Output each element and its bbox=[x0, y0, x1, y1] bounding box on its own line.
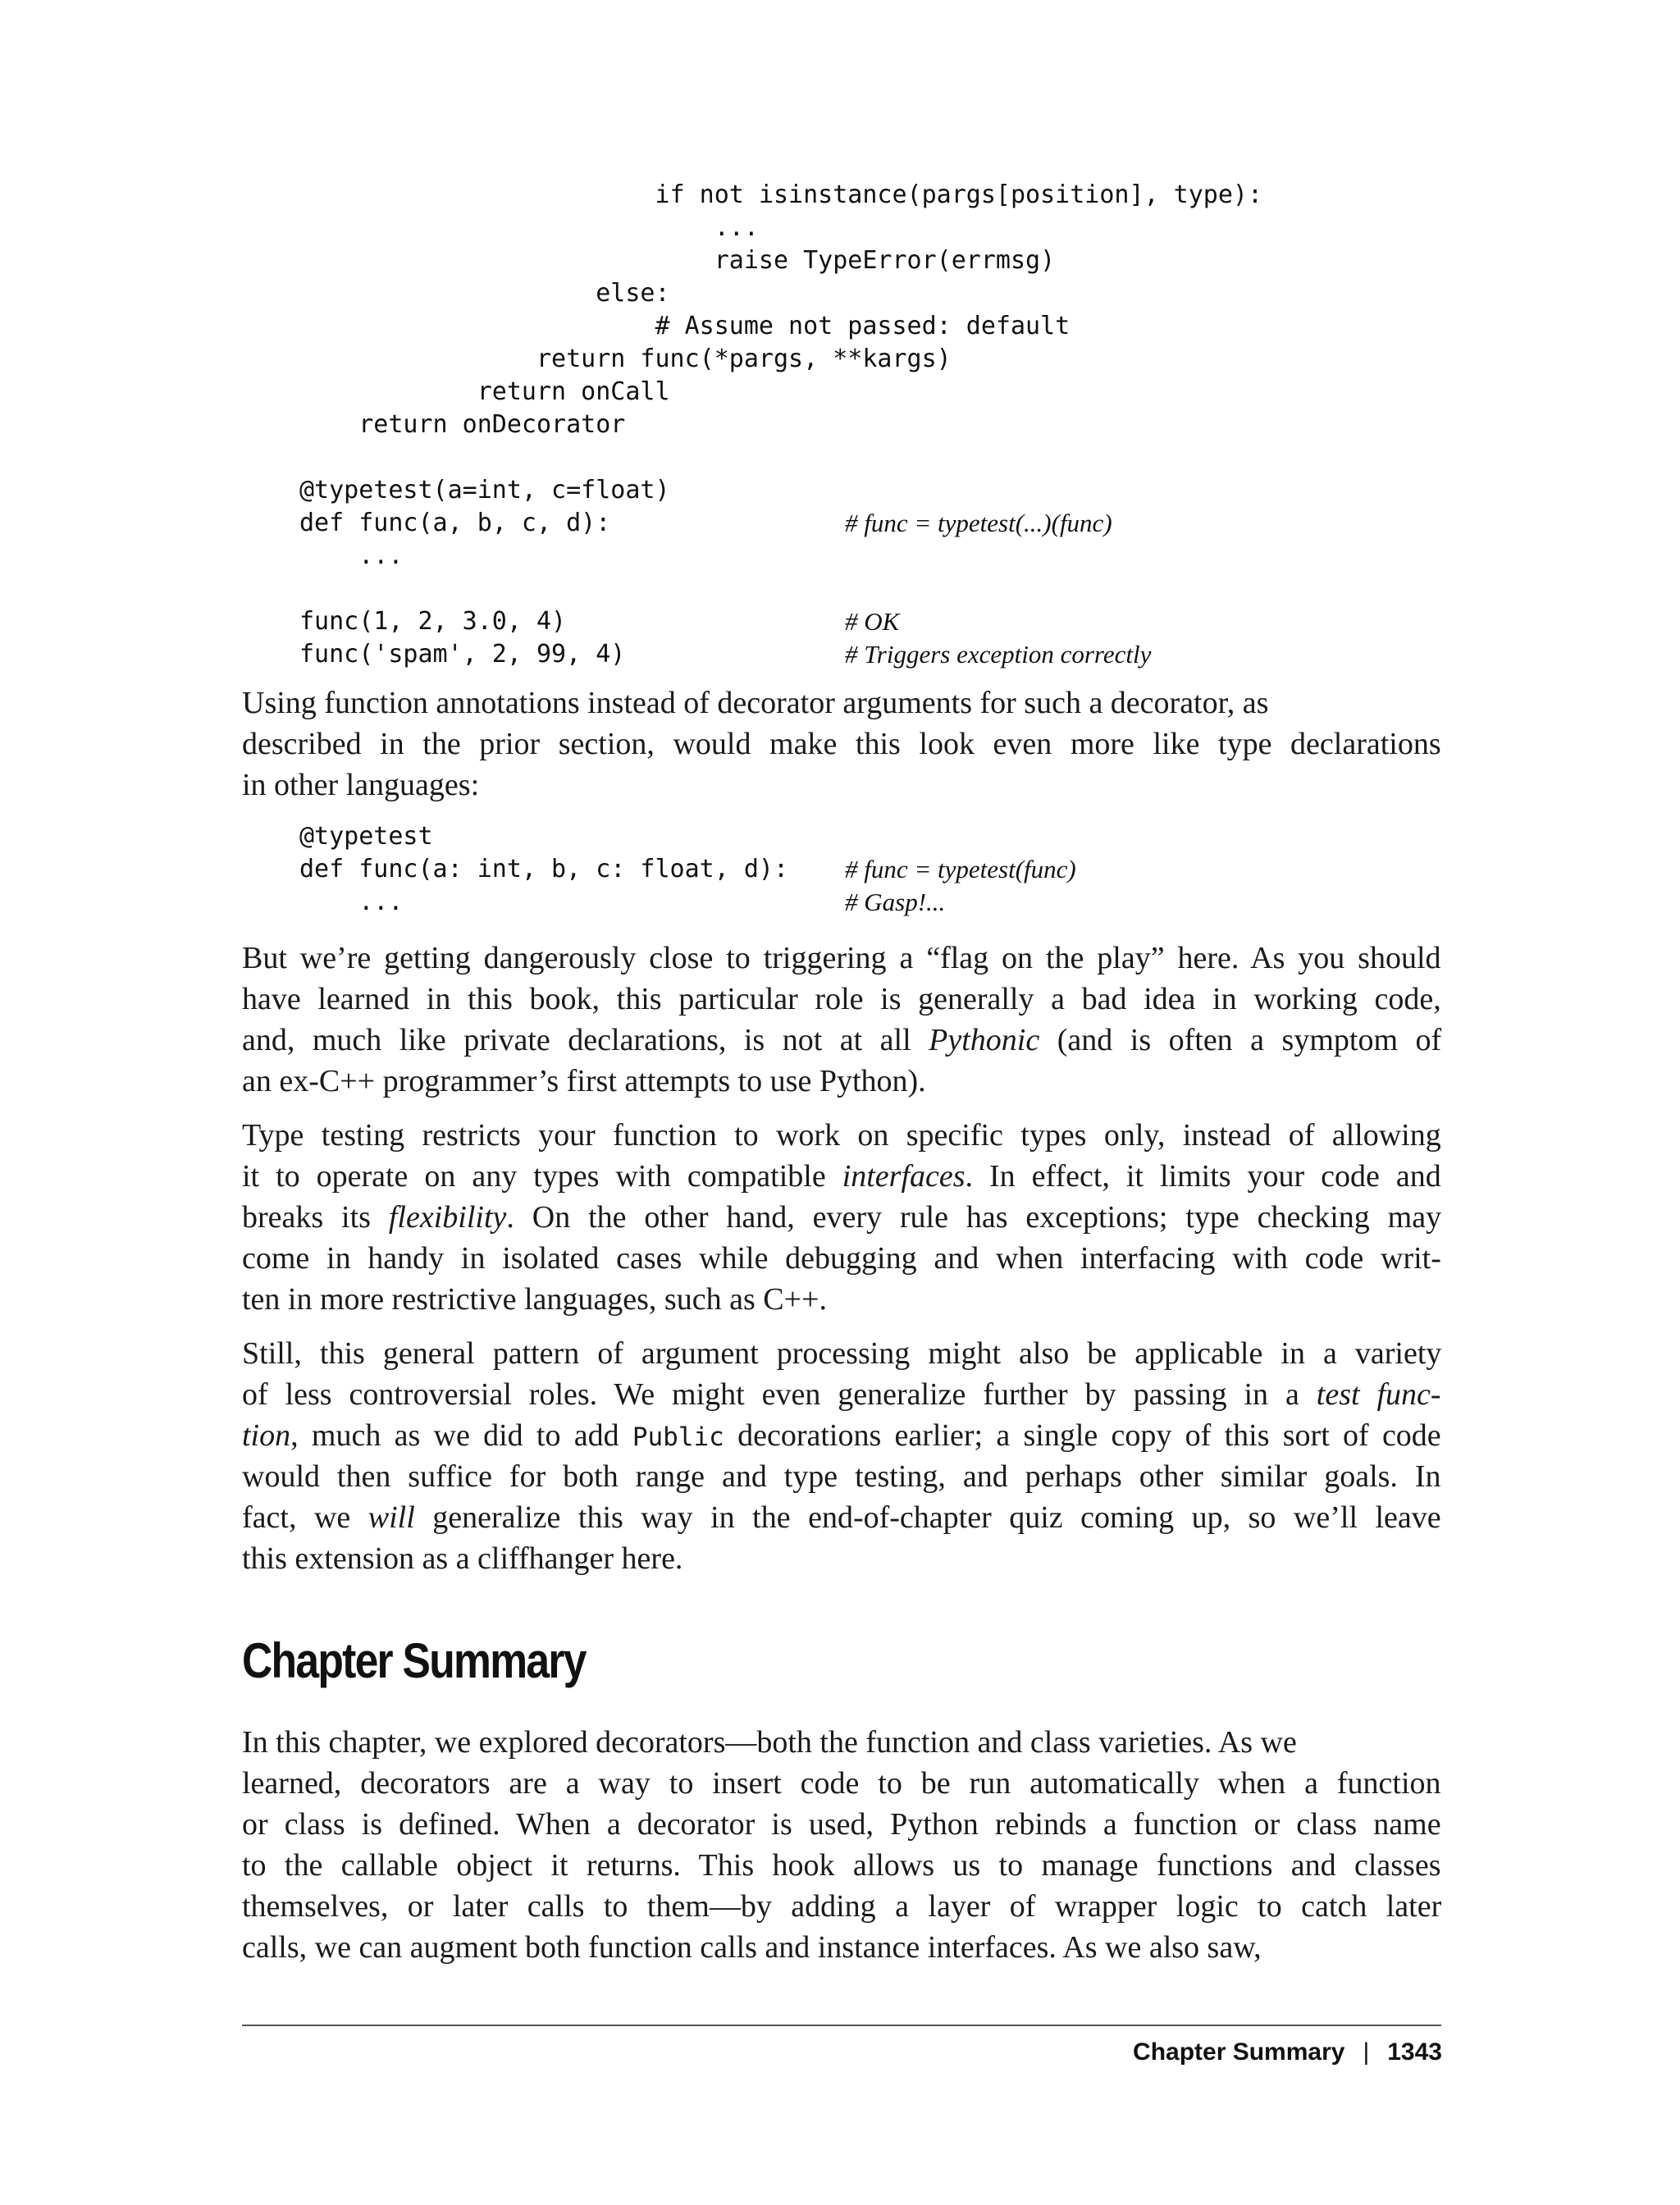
code-text: ... bbox=[299, 888, 404, 916]
code-line bbox=[299, 409, 1262, 441]
code-text: else: bbox=[299, 279, 670, 308]
text-line: have learned in this book, this particular role is generally a bad idea in working code, bbox=[242, 982, 1441, 1016]
code-text: def func(a, b, c, d): bbox=[299, 509, 611, 537]
code-text: raise TypeError(errmsg) bbox=[299, 246, 1056, 275]
code-comment: # Gasp!... bbox=[845, 888, 946, 916]
code-line bbox=[299, 820, 788, 853]
code-comment: # OK bbox=[845, 607, 900, 636]
text-line: learned, decorators are a way to insert code to be run automatically when a function bbox=[242, 1766, 1441, 1801]
paragraph-type-testing bbox=[242, 1115, 1441, 1320]
text-line bbox=[242, 1156, 1441, 1197]
code-line bbox=[299, 573, 1262, 605]
code-comment: # Triggers exception correctly bbox=[845, 640, 1152, 669]
footer-rule bbox=[242, 2025, 1441, 2026]
text-line bbox=[242, 1497, 1441, 1538]
text-line: Using function annotations instead of decorator arguments for such a decorator, as bbox=[242, 686, 1269, 720]
page-footer bbox=[1133, 2038, 1442, 2066]
text-line: ten in more restrictive languages, such as C++. bbox=[242, 1282, 827, 1317]
section-heading: Chapter Summary bbox=[242, 1633, 586, 1688]
text-run: decorations earlier; a single copy of this sort of code bbox=[724, 1418, 1441, 1453]
text-line: In this chapter, we explored decorators—both the function and class varieties. As we bbox=[242, 1725, 1297, 1760]
code-line bbox=[299, 179, 1262, 212]
emphasis-interfaces: interfaces bbox=[842, 1159, 966, 1194]
text-line: themselves, or later calls to them—by adding a layer of wrapper logic to catch later bbox=[242, 1889, 1442, 1924]
code-line bbox=[299, 605, 1262, 638]
code-line bbox=[299, 244, 1262, 277]
code-text: def func(a: int, b, c: float, d): bbox=[299, 855, 789, 883]
code-text: ... bbox=[299, 213, 759, 242]
code-line bbox=[299, 310, 1262, 343]
text-run: and, much like private declarations, is not at all bbox=[242, 1023, 929, 1057]
emphasis-test-function: test func- bbox=[1316, 1377, 1441, 1412]
text-run: it to operate on any types with compatible bbox=[242, 1159, 842, 1194]
text-line: Still, this general pattern of argument processing might also be applicable in a variety bbox=[242, 1336, 1442, 1371]
code-comment: # func = typetest(...)(func) bbox=[845, 509, 1112, 537]
code-line bbox=[299, 343, 1262, 376]
code-text: @typetest bbox=[299, 822, 433, 851]
code-line bbox=[299, 441, 1262, 474]
inline-code-public: Public bbox=[632, 1422, 724, 1452]
code-comment: # func = typetest(func) bbox=[845, 855, 1076, 883]
code-line bbox=[299, 540, 1262, 573]
text-run: fact, we bbox=[242, 1500, 368, 1535]
code-block-typetest bbox=[299, 179, 1262, 671]
code-line bbox=[299, 474, 1262, 507]
emphasis-flexibility: flexibility bbox=[388, 1200, 507, 1235]
code-text: ... bbox=[299, 541, 404, 570]
text-run: . In effect, it limits your code and bbox=[965, 1159, 1441, 1194]
text-line: in other languages: bbox=[242, 768, 480, 802]
text-line: an ex-C++ programmer’s first attempts to use Python). bbox=[242, 1064, 926, 1098]
text-run: generalize this way in the end-of-chapter quiz coming up, so we’ll leave bbox=[414, 1500, 1441, 1535]
paragraph-flag-on-play bbox=[242, 938, 1441, 1102]
text-line bbox=[242, 1415, 1441, 1456]
code-text: if not isinstance(pargs[position], type): bbox=[299, 180, 1262, 209]
text-line bbox=[242, 1020, 1441, 1061]
emphasis-pythonic: Pythonic bbox=[929, 1023, 1040, 1057]
code-text: return onCall bbox=[299, 377, 670, 406]
code-text: # Assume not passed: default bbox=[299, 312, 1071, 340]
text-line: would then suffice for both range and type testing, and perhaps other similar goals. In bbox=[242, 1459, 1441, 1494]
code-line bbox=[299, 277, 1262, 310]
text-line: described in the prior section, would make this look even more like type declarations bbox=[242, 727, 1441, 761]
text-line: to the callable object it returns. This hook allows us to manage functions and classes bbox=[242, 1848, 1441, 1883]
footer-separator: | bbox=[1363, 2038, 1370, 2066]
footer-section-title: Chapter Summary bbox=[1133, 2038, 1345, 2066]
code-line bbox=[299, 853, 1076, 886]
text-run: , much as we did to add bbox=[290, 1418, 632, 1453]
text-run: . On the other hand, every rule has exceptions; type checking may bbox=[506, 1200, 1442, 1235]
text-run: of less controversial roles. We might even generalize further by passing in a bbox=[242, 1377, 1317, 1412]
code-text: return func(*pargs, **kargs) bbox=[299, 345, 952, 373]
emphasis-will: will bbox=[368, 1500, 415, 1535]
text-line: But we’re getting dangerously close to triggering a “flag on the play” here. As you should bbox=[242, 941, 1441, 975]
code-text: return onDecorator bbox=[299, 410, 626, 439]
text-line: this extension as a cliffhanger here. bbox=[242, 1541, 683, 1576]
code-line bbox=[299, 638, 1262, 671]
text-line bbox=[242, 1197, 1441, 1238]
code-line bbox=[299, 212, 1262, 244]
code-text: @typetest(a=int, c=float) bbox=[299, 476, 670, 504]
code-text: func('spam', 2, 99, 4) bbox=[299, 640, 626, 669]
text-run: (and is often a symptom of bbox=[1039, 1023, 1442, 1057]
text-run: breaks its bbox=[242, 1200, 389, 1235]
page-number: 1343 bbox=[1387, 2038, 1442, 2066]
text-line: or class is defined. When a decorator is used, Python rebinds a function or class name bbox=[242, 1807, 1441, 1842]
text-line bbox=[242, 1374, 1441, 1415]
code-text: func(1, 2, 3.0, 4) bbox=[299, 607, 567, 636]
code-line bbox=[299, 507, 1262, 540]
text-line: calls, we can augment both function calls and instance interfaces. As we also saw, bbox=[242, 1930, 1262, 1965]
emphasis-test-function: tion bbox=[242, 1418, 291, 1453]
code-line bbox=[299, 376, 1262, 409]
text-line: come in handy in isolated cases while debugging and when interfacing with code writ- bbox=[242, 1241, 1441, 1276]
text-line: Type testing restricts your function to work on specific types only, instead of allowing bbox=[242, 1118, 1441, 1153]
paragraph-generalize bbox=[242, 1333, 1441, 1579]
code-block-annotations bbox=[299, 820, 1076, 919]
paragraph-annotations bbox=[242, 682, 1441, 806]
code-line bbox=[299, 886, 946, 919]
paragraph-chapter-summary bbox=[242, 1722, 1441, 1968]
